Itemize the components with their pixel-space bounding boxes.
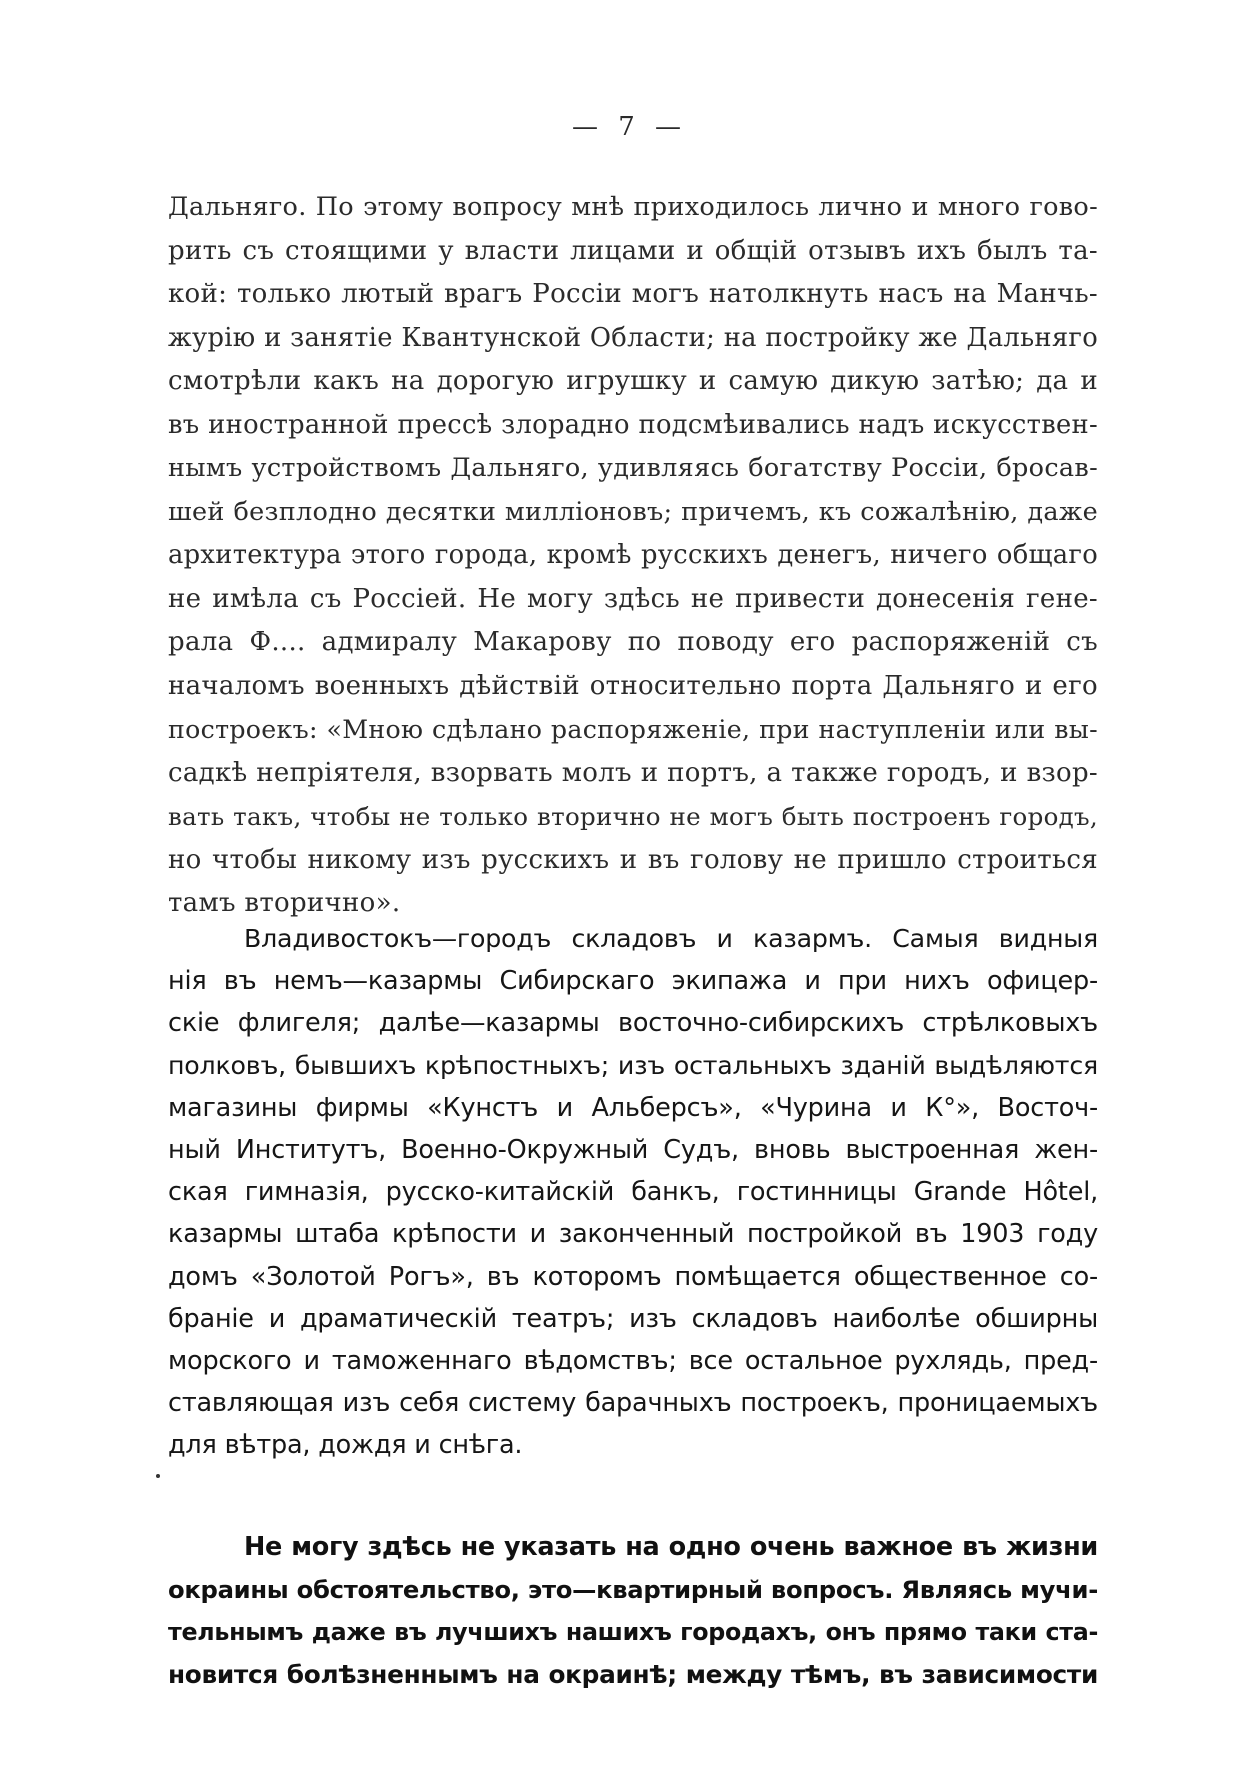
text-line: не имѣла съ Россіей. Не могу здѣсь не привести донесенія гене- — [168, 583, 1098, 614]
paragraph-dalny — [168, 186, 1098, 926]
text-line: морского и таможеннаго вѣдомствъ; все остальное рухлядь, пред- — [168, 1345, 1098, 1376]
text-line: для вѣтра, дождя и снѣга. — [168, 1430, 523, 1461]
text-line: кой: только лютый врагъ Россіи могъ натолкнуть насъ на Манчь- — [168, 279, 1098, 309]
text-line: нія въ немъ—казармы Сибирскаго экипажа и при нихъ офицер- — [168, 966, 1098, 997]
text-line: Не могу здѣсь не указать на одно очень важное въ жизни — [244, 1532, 1098, 1562]
paragraph-vladivostok — [168, 918, 1098, 1466]
text-line: но чтобы никому изъ русскихъ и въ голову не пришло строиться — [168, 844, 1098, 875]
text-line: въ иностранной прессѣ злорадно подсмѣивались надъ искусствен- — [168, 409, 1098, 440]
text-line: началомъ военныхъ дѣйствій относительно порта Дальняго и его — [168, 670, 1098, 701]
text-line: ставляющая изъ себя систему барачныхъ построекъ, проницаемыхъ — [168, 1388, 1098, 1419]
text-line: Дальняго. По этому вопросу мнѣ приходилось лично и много гово- — [168, 192, 1098, 222]
text-line: нымъ устройствомъ Дальняго, удивляясь богатству Россіи, бросав- — [168, 453, 1098, 483]
page-number: — 7 — — [571, 112, 688, 142]
text-line: окраины обстоятельство, это—квартирный вопросъ. Являясь мучи- — [168, 1574, 1098, 1604]
text-line: смотрѣли какъ на дорогую игрушку и самую дикую затѣю; да и — [168, 366, 1098, 396]
text-line: тельнымъ даже въ лучшихъ нашихъ городахъ, онъ прямо таки ста- — [168, 1618, 1098, 1646]
text-line: архитектура этого города, кромѣ русскихъ денегъ, ничего общаго — [168, 540, 1098, 570]
text-line: построекъ: «Мною сдѣлано распоряженіе, при наступленіи или вы- — [168, 715, 1098, 744]
text-line: тамъ вторично». — [168, 888, 401, 918]
text-line: домъ «Золотой Рогъ», въ которомъ помѣщается общественное со- — [168, 1261, 1098, 1292]
paragraph-housing — [168, 1526, 1098, 1696]
text-line: ный Институтъ, Военно-Окружный Судъ, вновь выстроенная жен- — [168, 1134, 1098, 1165]
margin-mark — [156, 1474, 160, 1478]
text-line: ская гимназія, русско-китайскій банкъ, гостинницы Grande Hôtel, — [168, 1177, 1098, 1208]
text-line: вать такъ, чтобы не только вторично не могъ быть построенъ городъ, — [168, 802, 1098, 831]
text-line: полковъ, бывшихъ крѣпостныхъ; изъ остальныхъ зданій выдѣляются — [168, 1050, 1098, 1080]
text-line: браніе и драматическій театръ; изъ складовъ наиболѣе обширны — [168, 1303, 1098, 1334]
text-line: магазины фирмы «Кунстъ и Альберсъ», «Чурина и К°», Восточ- — [168, 1092, 1098, 1123]
text-line: садкѣ непріятеля, взорвать молъ и портъ, а также городъ, и взор- — [168, 757, 1098, 788]
text-line: рить съ стоящими у власти лицами и общій отзывъ ихъ былъ та- — [168, 235, 1098, 266]
text-line: скіе флигеля; далѣе—казармы восточно-сибирскихъ стрѣлковыхъ — [168, 1008, 1098, 1039]
text-line: новится болѣзненнымъ на окраинѣ; между тѣмъ, въ зависимости — [168, 1659, 1098, 1689]
text-line: Владивостокъ—городъ складовъ и казармъ. Самыя видныя — [244, 924, 1098, 953]
text-line: рала Ф.... адмиралу Макарову по поводу его распоряженій съ — [168, 627, 1098, 657]
text-line: казармы штаба крѣпости и законченный постройкой въ 1903 году — [168, 1219, 1098, 1250]
text-line: журію и занятіе Квантунской Области; на постройку же Дальняго — [168, 322, 1098, 353]
text-line: шей безплодно десятки милліоновъ; причемъ, къ сожалѣнію, даже — [168, 496, 1098, 527]
